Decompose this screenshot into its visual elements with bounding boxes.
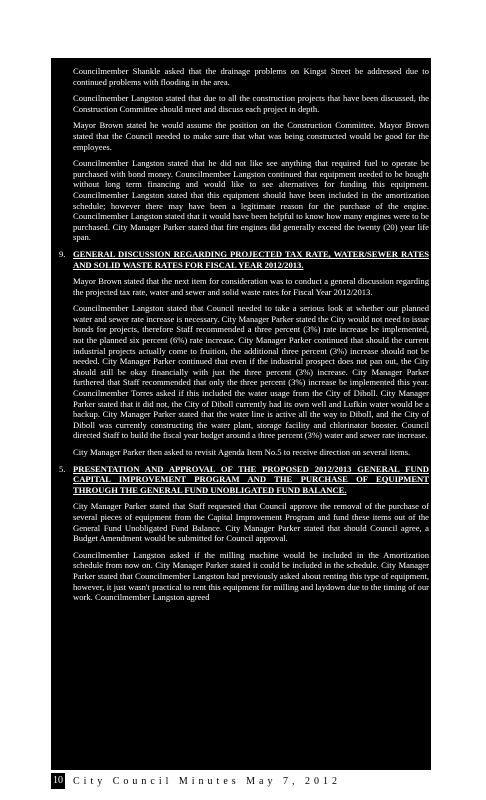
paragraph: Councilmember Langston stated that he did not like see anything that required fuel to operate be purchased with bond money. Councilmember Langston continued that equipment needed to be bought without long term financing and would like to see alternatives for funding this equipment. Councilmember Langston stated that this equipment should have been included in the amortization schedule; however there may have been a legitimate reason for the purchase of the engine. Councilmember Langston stated that it would have been helpful to know how many engines were to be purchased. City Manager Parker stated that fire engines did generally exceed the twenty (20) year life span.	[73, 158, 429, 243]
paragraph: Councilmember Shankle asked that the drainage problems on Kingst Street be addressed due to continued problems with flooding in the area.	[73, 66, 429, 87]
minutes-page	[51, 58, 431, 770]
agenda-item-number: 5.	[59, 463, 66, 474]
paragraph: Councilmember Langston stated that Council needed to take a serious look at whether our planned water and sewer rate increase is necessary. City Manager Parker stated the City would not need to issue bonds for projects, therefore Staff recommended a three percent (3%) rate increase be implemented, not the planned six percent (6%) rate increase. City Manager Parker continued that should the current industrial projects actually come to fruition, the additional three percent (3%) increase should not be needed. City Manager Parker continued that even if the industrial prospect does not pan out, the City should still be okay financially with just the three percent (3%) increase. City Manager Parker furthered that Staff recommended that only the three percent (3%) increase be implemented this year. Councilmember Torres asked if this included the water usage from the City of Diboll. City Manager Parker stated that it did not, the City of Diboll currently had its own well and Lufkin water would be a backup. City Manager Parker stated that the water line is active all the way to Diboll, and the City of Diboll was currently constructing the water plant, storage facility and chlorinator booster. Council directed Staff to build the fiscal year budget around a three percent (3%) water and sewer rate increase.	[73, 303, 429, 441]
agenda-item-number: 9.	[59, 248, 66, 259]
paragraph: City Manager Parker stated that Staff requested that Council approve the removal of the purchase of several pieces of equipment from the Capital Improvement Program and fund these items out of the General Fund Unobligated Fund Balance. City Manager Parker stated that should Council agree, a Budget Amendment would be submitted for Council approval.	[73, 501, 429, 544]
paragraph: Mayor Brown stated he would assume the position on the Construction Committee. Mayor Brown stated that the Council needed to make sure that what was being constructed would be good for the employees.	[73, 120, 429, 152]
agenda-item-5	[59, 464, 429, 496]
footer-text: City Council Minutes May 7, 2012	[73, 775, 341, 787]
paragraph: City Manager Parker then asked to revisit Agenda Item No.5 to receive direction on several items.	[73, 447, 411, 457]
page-footer	[51, 772, 431, 790]
agenda-item-title: GENERAL DISCUSSION REGARDING PROJECTED TAX RATE, WATER/SEWER RATES AND SOLID WASTE RATES FOR FISCAL YEAR 2012/2013.	[73, 248, 429, 270]
agenda-item-9	[59, 249, 429, 270]
paragraph: Mayor Brown stated that the next item for consideration was to conduct a general discussion regarding the projected tax rate, water and sewer and solid waste rates for Fiscal Year 2012/2013.	[73, 276, 429, 297]
agenda-item-title: PRESENTATION AND APPROVAL OF THE PROPOSED 2012/2013 GENERAL FUND CAPITAL IMPROVEMENT PROGRAM AND THE PURCHASE OF EQUIPMENT THROUGH THE GENERAL FUND UNOBLIGATED FUND BALANCE.	[73, 463, 429, 495]
paragraph: Councilmember Langston stated that due to all the construction projects that have been discussed, the Construction Committee should meet and discuss each project in depth.	[73, 93, 429, 114]
page-number: 10	[51, 773, 65, 789]
page-content	[51, 58, 431, 603]
paragraph: Councilmember Langston asked if the milling machine would be included in the Amortization schedule from now on. City Manager Parker stated it could be included in the schedule. City Manager Parker stated that Councilmember Langston had previously asked about renting this type of equipment, however, it just wasn't practical to rent this equipment for milling and laydown due to the timing of our work. Councilmember Langston agreed	[73, 549, 429, 603]
